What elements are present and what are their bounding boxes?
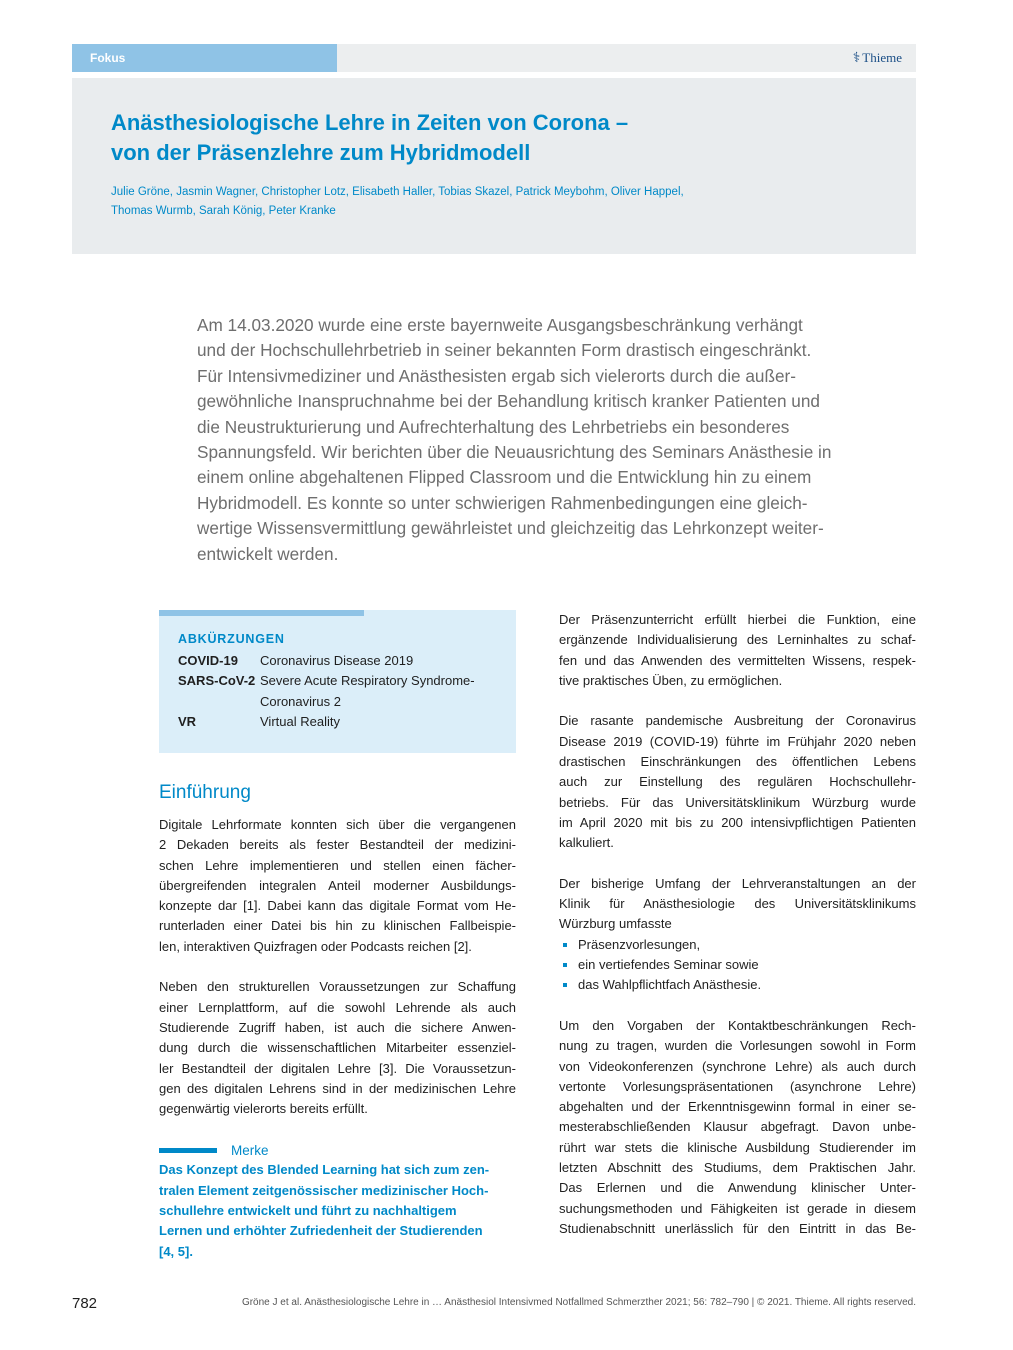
list-item: das Wahlpflichtfach Anästhesie. bbox=[559, 975, 916, 995]
text-line: drastischen Einschränkungen des öffentlichen Lebens bbox=[559, 754, 916, 770]
text-line: ergänzende Individualisierung des Lerninhaltes zu schaf- bbox=[559, 632, 916, 648]
merke-line: schullehre entwickelt und führt zu nachhaltigem bbox=[159, 1203, 457, 1219]
abstract-line: und der Hochschullehrbetrieb in seiner bekannten Form drastisch eingeschränkt. bbox=[197, 340, 812, 361]
text-line: 2 Dekaden bereits als fester Bestandteil der medizini- bbox=[159, 837, 516, 853]
text-line: dung durch die wissenschaftlichen Mitarbeiter essenziel- bbox=[159, 1040, 516, 1056]
text-line: fen und das Anwenden des vermittelten Wissens, respek- bbox=[559, 652, 916, 668]
text-line: abgehalten und der Erkenntnisgewinn formal in einer se- bbox=[559, 1099, 916, 1115]
abbreviation-row bbox=[178, 651, 475, 671]
abstract-line: gewöhnliche Inanspruchnahme bei der Behandlung kritisch kranker Patienten und bbox=[197, 391, 820, 412]
abbreviation-value bbox=[260, 712, 340, 732]
paragraph bbox=[159, 977, 516, 1119]
paragraph bbox=[559, 874, 916, 935]
merke-line: Das Konzept des Blended Learning hat sich zum zen- bbox=[159, 1162, 490, 1178]
text-line: gegenwärtig vielerorts bereits erfüllt. bbox=[159, 1101, 368, 1117]
text-line: auch zur Einstellung des regulären Hochschullehr- bbox=[559, 774, 916, 790]
text-line: Würzburg umfasste bbox=[559, 916, 672, 932]
abstract bbox=[197, 313, 897, 567]
journal-header-bar bbox=[72, 44, 916, 72]
author-list bbox=[111, 183, 831, 221]
abbreviation-value bbox=[260, 671, 475, 712]
abstract-line: einem online abgehaltenen Flipped Classroom und die Entwicklung hin zu einem bbox=[197, 467, 812, 488]
abbreviation-key: VR bbox=[178, 713, 197, 729]
author-line: Thomas Wurmb, Sarah König, Peter Kranke bbox=[111, 205, 336, 217]
abbreviations-heading: ABKÜRZUNGEN bbox=[178, 632, 285, 646]
text-line: gen des digitalen Lehrens sind in der medizinischen Lehre bbox=[159, 1080, 516, 1096]
abbreviation-value bbox=[260, 651, 413, 671]
abstract-line: die Neustrukturierung und Aufrechterhaltung des Lehrbetriebs ein besonderes bbox=[197, 416, 790, 437]
abbreviation-row bbox=[178, 712, 475, 732]
abstract-line: entwickelt werden. bbox=[197, 543, 339, 564]
rubric-label: Fokus bbox=[72, 44, 337, 72]
text-line: im April 2020 mit bis zu 200 intensivpflichtigen Patienten bbox=[559, 814, 916, 830]
text-line: Der Präsenzunterricht erfüllt hierbei die Funktion, eine bbox=[559, 612, 916, 627]
text-line: Studierende Zugriff haben, ist auch die sichere Anwen- bbox=[159, 1019, 516, 1035]
abstract-line: wertige Wissensvermittlung gewährleistet und gleichzeitig das Lehrkonzept weiter- bbox=[197, 518, 824, 539]
text-line: nung zu tragen, wurden die Vorlesungen sowohl in Form bbox=[559, 1038, 916, 1054]
left-column bbox=[159, 610, 516, 1262]
text-line: Neben den strukturellen Voraussetzungen zur Schaffung bbox=[159, 979, 516, 995]
publisher-logo-text: Thieme bbox=[862, 50, 902, 65]
bullet-list bbox=[559, 935, 916, 996]
text-line: mesterabschließenden Klausur abgefragt. Davon unbe- bbox=[559, 1119, 916, 1135]
merke-line: tralen Element zeitgenössischer medizinischer Hoch- bbox=[159, 1182, 489, 1198]
abstract-line: Für Intensivmediziner und Anästhesisten ergab sich vielerorts durch die außer- bbox=[197, 365, 796, 386]
abbreviation-row bbox=[178, 671, 475, 712]
text-line: suchungsmethoden und Fähigkeiten ist gerade in diesem bbox=[559, 1200, 916, 1216]
text-line: Disease 2019 (COVID-19) führte im Frühjahr 2020 neben bbox=[559, 733, 916, 749]
text-line: tive praktisches Üben, zu ermöglichen. bbox=[559, 672, 783, 688]
abstract-line: Spannungsfeld. Wir berichten über die Neuausrichtung des Seminars Anästhesie in bbox=[197, 442, 832, 463]
right-column bbox=[559, 610, 916, 1239]
merke-label: Merke bbox=[231, 1142, 269, 1158]
abbreviation-value-line: Coronavirus 2 bbox=[260, 693, 341, 709]
abbreviation-key: SARS-CoV-2 bbox=[178, 673, 256, 689]
abbreviation-value-line: Severe Acute Respiratory Syndrome- bbox=[260, 673, 475, 689]
text-line: einer Lernplattform, auf die sowohl Lehrende als auch bbox=[159, 999, 516, 1015]
abbreviations-table bbox=[178, 651, 475, 732]
text-line: übergreifenden integralen Anteil moderner Ausbildungs- bbox=[159, 877, 516, 893]
text-line: ler Bestandteil der digitalen Lehre [3]. Die Voraussetzun- bbox=[159, 1060, 516, 1076]
text-line: Studienabschnitt unerlässlich für den Eintritt in das Be- bbox=[559, 1220, 916, 1236]
text-line: rührt war stets die klinische Ausbildung Studierender im bbox=[559, 1139, 916, 1155]
text-line: Das Erlernen und die Anwendung klinischer Unter- bbox=[559, 1180, 916, 1196]
text-line: len, interaktiven Quizfragen oder Podcasts reichen [2]. bbox=[159, 938, 472, 954]
abbreviations-accent-bar bbox=[159, 610, 364, 616]
merke-text bbox=[159, 1160, 516, 1261]
abstract-line: Hybridmodell. Es konnte so unter schwierigen Rahmenbedingungen eine gleich- bbox=[197, 492, 808, 513]
text-line: Digitale Lehrformate konnten sich über die vergangenen bbox=[159, 817, 516, 832]
merke-accent-line bbox=[159, 1148, 217, 1153]
text-line: Die rasante pandemische Ausbreitung der Coronavirus bbox=[559, 713, 916, 729]
title-box bbox=[72, 78, 916, 254]
text-line: Um den Vorgaben der Kontaktbeschränkungen Rech- bbox=[559, 1017, 916, 1033]
text-line: letzten Abschnitt des Studiums, dem Praktischen Jahr. bbox=[559, 1160, 916, 1176]
text-line: von Videokonferenzen (synchrone Lehre) als auch durch bbox=[559, 1058, 916, 1074]
abstract-line: Am 14.03.2020 wurde eine erste bayernweite Ausgangsbeschränkung verhängt bbox=[197, 315, 803, 335]
article-title bbox=[111, 108, 811, 168]
text-line: konzepte dar [1]. Dabei kann das digitale Format vom He- bbox=[159, 898, 516, 914]
merke-header bbox=[159, 1140, 516, 1160]
paragraph bbox=[559, 610, 916, 691]
section-title: Einführung bbox=[159, 782, 251, 803]
text-line: Klinik für Anästhesiologie des Universitätsklinikums bbox=[559, 896, 916, 912]
text-line: schen Lehre implementieren und stellen einen fächer- bbox=[159, 857, 516, 873]
paragraph bbox=[159, 815, 516, 957]
paragraph bbox=[559, 1016, 916, 1239]
abbreviation-key: COVID-19 bbox=[178, 653, 238, 668]
page-number: 782 bbox=[72, 1295, 98, 1312]
abbreviation-value-line: Coronavirus Disease 2019 bbox=[260, 653, 414, 668]
merke-line: [4, 5]. bbox=[159, 1243, 193, 1259]
abbreviation-value-line: Virtual Reality bbox=[260, 713, 340, 729]
thieme-logo-icon: ⚕ bbox=[852, 51, 861, 66]
text-line: vertonte Vorlesungspräsentationen (asynchrone Lehre) bbox=[559, 1078, 916, 1094]
text-line: betriebs. Für das Universitätsklinikum Würzburg wurde bbox=[559, 794, 916, 810]
article-title-line: von der Präsenzlehre zum Hybridmodell bbox=[111, 140, 531, 165]
merke-line: Lernen und erhöhter Zufriedenheit der Studierenden bbox=[159, 1223, 483, 1239]
abbreviations-box bbox=[159, 610, 516, 753]
paragraph bbox=[559, 711, 916, 853]
text-line: kalkuliert. bbox=[559, 835, 614, 851]
footer-citation: Gröne J et al. Anästhesiologische Lehre in … Anästhesiol Intensivmed Notfallmed Schmerzther 2021; 56: 782–790 | © 2021. Thieme. All rights reserved. bbox=[241, 1297, 916, 1308]
text-line: Der bisherige Umfang der Lehrveranstaltungen an der bbox=[559, 875, 916, 891]
merke-box bbox=[159, 1140, 516, 1261]
article-title-line: Anästhesiologische Lehre in Zeiten von Corona – bbox=[111, 110, 629, 135]
list-item: ein vertiefendes Seminar sowie bbox=[559, 955, 916, 975]
publisher-logo bbox=[853, 44, 902, 72]
list-item: Präsenzvorlesungen, bbox=[559, 935, 916, 955]
author-line: Julie Gröne, Jasmin Wagner, Christopher Lotz, Elisabeth Haller, Tobias Skazel, Patrick Meybohm, Oliver Happel, bbox=[111, 186, 684, 198]
text-line: runterladen einer Datei bis hin zu klinischen Fallbeispie- bbox=[159, 918, 516, 934]
